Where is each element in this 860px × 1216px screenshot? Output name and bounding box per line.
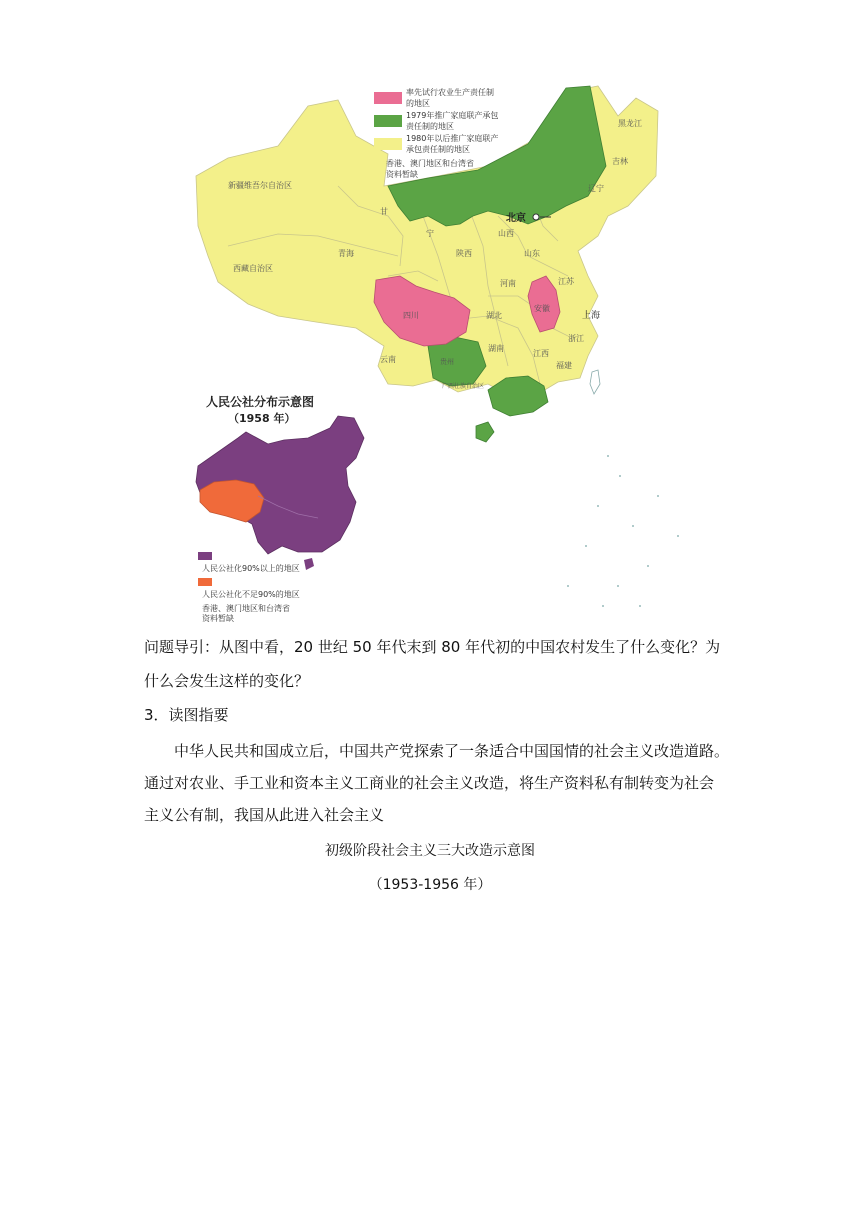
paragraph-line-1: 中华人民共和国成立后，中国共产党探索了一条适合中国国情的社会主义改造道路。 — [174, 742, 730, 760]
legend-1979-line1: 1979年推广家庭联产承包 — [406, 111, 499, 120]
legend-1980-line2: 承包责任制的地区 — [406, 145, 470, 154]
map-figure — [188, 66, 716, 622]
label-shandong: 山东 — [524, 249, 540, 258]
inset-commune-map — [196, 394, 364, 622]
label-hunan: 湖南 — [488, 344, 504, 353]
label-fujian: 福建 — [556, 361, 572, 370]
inset-region-under-90 — [200, 480, 264, 522]
label-guizhou: 贵州 — [440, 358, 454, 366]
label-sichuan: 四川 — [403, 311, 419, 320]
label-qinghai: 青海 — [338, 249, 354, 258]
inset-legend-over-label: 人民公社化90%以上的地区 — [202, 564, 300, 573]
section-heading: 3．读图指要 — [144, 706, 229, 724]
taiwan-outline — [590, 370, 600, 394]
label-henan: 河南 — [500, 279, 516, 288]
legend-first-line1: 率先试行农业生产责任制 — [406, 88, 494, 97]
label-heilongjiang: 黑龙江 — [618, 119, 642, 128]
label-anhui: 安徽 — [534, 304, 550, 313]
caption-title: 初级阶段社会主义三大改造示意图 — [325, 843, 535, 859]
question-line-2: 什么会发生这样的变化？ — [144, 672, 310, 690]
label-jiangxi: 江西 — [533, 349, 549, 358]
label-guangxi: 广西壮族自治区 — [442, 383, 485, 390]
legend-nodata-line1: 香港、澳门地区和台湾省 — [386, 159, 474, 168]
inset-hainan — [304, 558, 314, 570]
legend-swatch-first — [374, 92, 402, 104]
inset-legend-nodata-line1: 香港、澳门地区和台湾省 — [202, 604, 290, 613]
label-liaoning: 辽宁 — [588, 184, 604, 193]
main-map-legend — [374, 87, 498, 179]
label-beijing: 北京 — [506, 213, 526, 224]
legend-swatch-1979 — [374, 115, 402, 127]
legend-1980-line1: 1980年以后推广家庭联产 — [406, 134, 499, 143]
label-yunnan: 云南 — [380, 355, 396, 364]
legend-swatch-1980 — [374, 138, 402, 150]
label-jilin: 吉林 — [612, 157, 628, 166]
inset-legend-under-label: 人民公社化不足90%的地区 — [202, 590, 300, 599]
legend-nodata-line2: 资料暂缺 — [386, 170, 418, 179]
inset-legend-swatch-under — [198, 578, 212, 586]
label-gansu: 甘 — [380, 207, 388, 216]
legend-1979-line2: 责任制的地区 — [406, 122, 454, 131]
question-line-1: 问题导引：从图中看，20 世纪 50 年代末到 80 年代初的中国农村发生了什么变化？为 — [144, 638, 721, 656]
label-hubei: 湖北 — [486, 311, 502, 320]
paragraph-line-3: 主义公有制，我国从此进入社会主义 — [144, 806, 385, 824]
label-xizang: 西藏自治区 — [233, 264, 273, 273]
legend-first-line2: 的地区 — [406, 99, 430, 108]
inset-legend-swatch-over — [198, 552, 212, 560]
paragraph-line-2: 通过对农业、手工业和资本主义工商业的社会主义改造，将生产资料私有制转变为社会 — [144, 774, 715, 792]
label-zhejiang: 浙江 — [568, 334, 584, 343]
caption-years: （1953-1956 年） — [368, 877, 492, 893]
south-sea-islands — [567, 455, 679, 607]
label-shaanxi: 陕西 — [456, 249, 472, 258]
inset-subtitle: （1958 年） — [228, 412, 296, 425]
region-1979-hainan — [476, 422, 494, 442]
label-jiangsu: 江苏 — [558, 277, 574, 286]
china-maps-illustration — [188, 66, 716, 622]
beijing-marker — [533, 214, 539, 220]
inset-legend-nodata-line2: 资料暂缺 — [202, 614, 234, 622]
label-ningxia: 宁 — [426, 229, 434, 238]
inset-title: 人民公社分布示意图 — [206, 395, 315, 409]
label-xinjiang: 新疆维吾尔自治区 — [228, 181, 292, 190]
label-shanxi: 山西 — [498, 229, 514, 238]
label-shanghai: 上海 — [582, 311, 601, 321]
